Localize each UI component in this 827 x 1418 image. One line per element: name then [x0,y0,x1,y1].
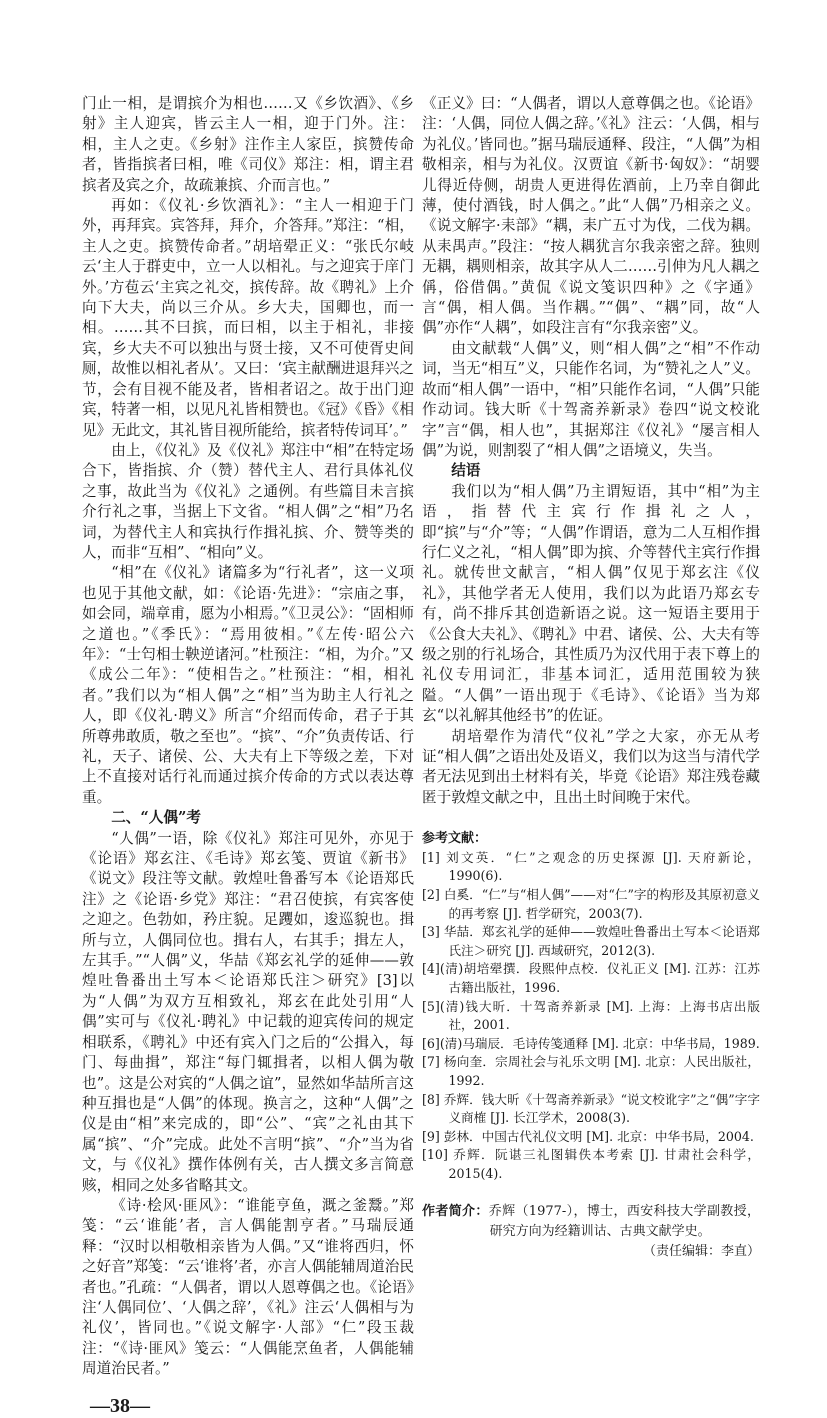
body-paragraph: “人偶”一语，除《仪礼》郑注可见外，亦见于《论语》郑玄注、《毛诗》郑玄笺、贾谊《新书》《说文》段注等文献。敦煌吐鲁番写本《论语郑氏注》之《论语·乡党》郑注：“君召使摈，有宾客使之迎之。色勃如，矜庄貌。足躩如，逡巡貌也。揖所与立，人偶同位也。揖右人，右其手；揖左人，左其手。”“人偶”义，华喆《郑玄礼学的延伸——敦煌吐鲁番出土写本＜论语郑氏注＞研究》[3]以为“人偶”为双方互相致礼，郑玄在此处引用“人偶”实可与《仪礼·聘礼》中记载的迎宾传问的规定相联系，《聘礼》中还有宾入门之后的“公揖入，每门、每曲揖”，郑注“每门辄揖者，以相人偶为敬也”。这是公对宾的“人偶之谊”，显然如华喆所言这种互揖也是“人偶”的体现。换言之，这种“人偶”之仪是由“相”来完成的，即“公”、“宾”之礼由其下属“摈”、“介”完成。此处不言明“摈”、“介”当为省文，与《仪礼》撰作体例有关，古人撰文多言简意赅，相同之处多省略其文。 [82,829,414,1194]
reference-item: [5](清)钱大昕．十驾斋养新录 [M]. 上海：上海书店出版社，2001. [422,998,760,1033]
body-paragraph: 我们以为“相人偶”乃主谓短语，其中“相”为主语，指替代主宾行作揖礼之人，即“摈”与“介”等；“人偶”作谓语，意为二人互相作揖行仁义之礼，“相人偶”即为摈、介等替代主宾行作揖礼。就传世文献言，“相人偶”仅见于郑玄注《仪礼》，其他学者无人使用，我们以为此语乃郑玄专有，尚不排斥其创造新语之说。这一短语主要用于《公食大夫礼》、《聘礼》中君、诸侯、公、大夫有等级之别的行礼场合，其性质乃为汉代用于表下尊上的礼仪专用词汇，非基本词汇，适用范围较为狭隘。“人偶”一语出现于《毛诗》、《论语》当为郑玄“以礼解其他经书”的佐证。 [422,482,760,725]
reference-item: [6](清)马瑞辰．毛诗传笺通释 [M]. 北京：中华书局，1989. [422,1035,760,1051]
body-paragraph: 门止一相，是谓摈介为相也……又《乡饮酒》、《乡射》主人迎宾，皆云主人一相，迎于门外。注：相，主人之吏。《乡射》注作主人家臣，摈赞传命者，皆指摈者曰相，唯《司仪》郑注：相，谓主君摈者及宾之介，故疏兼摈、介而言也。” [82,95,414,194]
references [422,830,760,1183]
reference-item: [4](清)胡培翚撰．段熙仲点校．仪礼正义 [M]. 江苏：江苏古籍出版社，1996. [422,961,760,995]
reference-item: [7] 杨向奎．宗周社会与礼乐文明 [M]. 北京：人民出版社，1992. [422,1054,760,1088]
body-paragraph: 《正义》曰：“人偶者，谓以人意尊偶之也。《论语》注：‘人偶，同位人偶之辞。’《礼》注云：‘人偶，相与为礼仪。’皆同也。”据马瑞辰通释、段注，“人偶”为相敬相亲，相与为礼仪。汉贾谊《新书·匈奴》：“胡婴儿得近侍侧，胡贵人更进得佐酒前，上乃幸自御此薄，使付酒钱，时人偶之。”此“人偶”乃相亲之义。《说文解字·耒部》“耦，耒广五寸为伐，二伐为耦。从耒禺声。”段注：“按人耦犹言尔我亲密之辞。独则无耦，耦则相亲，故其字从人二……引伸为凡人耦之偁，俗借偶。”黄侃《说文笺识四种》之《字通》言“偶，相人偶。当作耦。”“偶”、“耦”同，故“人偶”亦作“人耦”，如段注言有“尔我亲密”义。 [422,95,760,337]
page-number: —38— [90,1394,150,1417]
left-column [82,94,414,1418]
body-paragraph: 由文献载“人偶”义，则“相人偶”之“相”不作动词，当无“相互”义，只能作名词，为“赞礼之人”义。故而“相人偶”一语中，“相”只能作名词，“人偶”只能作动词。钱大昕《十驾斋养新录》卷四“说文校讹字”言“偶，相人也”，其据郑注《仪礼》“屡言相人偶”为说，则割裂了“相人偶”之语境义，失当。 [422,339,760,459]
author-bio-text: 乔辉（1977-），博士，西安科技大学副教授，研究方向为经籍训诂、古典文献学史。 [488,1203,760,1239]
right-column [422,94,760,1262]
reference-item: [1] 刘文英．“仁”之观念的历史探源 [J]. 天府新论，1990(6). [422,849,760,884]
reference-item: [8] 乔辉．钱大昕《十驾斋养新录》“说文校讹字”之“偶”字字义商榷 [J]. 长江学术，2008(3). [422,1091,760,1126]
reference-item: [3] 华喆．郑玄礼学的延伸——敦煌吐鲁番出土写本＜论语郑氏注＞研究 [J]. 西域研究，2012(3). [422,924,760,958]
body-paragraph: 由上，《仪礼》及《仪礼》郑注中“相”在特定场合下，皆指摈、介（赞）替代主人、君行具体礼仪之事，故此当为《仪礼》之通例。有些篇目未言摈介行礼之事，当据上下文省。“相人偶”之“相”乃名词，为替代主人和宾执行作揖礼摈、介、赞等类的人，而非“互相”、“相向”义。 [82,441,414,561]
section-heading: 二、“人偶”考 [111,809,201,827]
author-bio-label: 作者简介： [422,1203,489,1219]
author-bio [422,1202,760,1242]
body-paragraph: 《诗·桧风·匪风》：“谁能亨鱼，溉之釜鬵。”郑笺：“云‘谁能’者，言人偶能割亨者。”马瑞辰通释：“汉时以相敬相亲皆为人偶。”又“谁将西归，怀之好音”郑笺：“云‘谁将’者，亦言人偶能辅周道治民者也。”孔疏：“人偶者，谓以人恩尊偶之也。《论语》注‘人偶同位’、‘人偶之辞’，《礼》注云‘人偶相与为礼仪’，皆同也。”《说文解字·人部》“仁”段玉裁注：“《诗·匪风》笺云：“人偶能烹鱼者，人偶能辅周道治民者。” [82,1196,414,1378]
body-paragraph: 再如：《仪礼·乡饮酒礼》：“主人一相迎于门外，再拜宾。宾答拜，拜介，介答拜。”郑注：“相，主人之吏。摈赞传命者。”胡培翚正义：“张氏尔岐云‘主人于群吏中，立一人以相礼。与之迎宾于庠门外。’方苞云‘主宾之礼交，摈传辞。故《聘礼》上介向下大夫，尚以三介从。乡大夫，国卿也，而一相。……其不曰摈，而曰相，以主于相礼，非接宾，乡大夫不可以独出与贤士接，又不可使胥史间厕，故惟以相礼者从’。又曰：‘宾主献酬进退拜兴之节，会有目视不能及者，皆相者诏之。故于出门迎宾，特著一相，以见凡礼皆相赞也。《冠》《昏》《相见》无此文，其礼皆目视所能给，摈者特传词耳’。” [82,197,414,439]
reference-item: [10] 乔辉．阮谌三礼图辑佚本考索 [J]. 甘肃社会科学，2015(4). [422,1147,760,1181]
reference-item: [9] 彭林．中国古代礼仪文明 [M]. 北京：中华书局，2004. [422,1128,754,1144]
body-paragraph: 胡培翚作为清代“仪礼”学之大家，亦无从考证“相人偶”之语出处及语义，我们以为这当与清代学者无法见到出土材料有关，毕竟《论语》郑注残卷藏匿于敦煌文献之中，且出土时间晚于宋代。 [422,727,760,806]
reference-item: [2] 白奚．“仁”与“相人偶”——对“仁”字的构形及其原初意义的再考察 [J]. 哲学研究，2003(7). [422,887,760,921]
references-title: 参考文献： [422,831,488,847]
responsible-editor: （责任编辑：李直） [642,1243,760,1259]
body-paragraph: “相”在《仪礼》诸篇多为“行礼者”，这一义项也见于其他文献，如：《论语·先进》：“宗庙之事，如会同，端章甫，愿为小相焉。”《卫灵公》：“固相师之道也。”《季氏》：“焉用彼相。”《左传·昭公六年》：“士匄相士鞅逆诸河。”杜预注：“相，为介。”又《成公二年》：“使相告之。”杜预注：“相，相礼者。”我们以为“相人偶”之“相”当为助主人行礼之人，即《仪礼·聘义》所言“介绍而传命，君子于其所尊弗敢质，敬之至也”。“摈”、“介”负责传话、行礼，天子、诸侯、公、大夫有上下等级之差，下对上不直接对话行礼而通过摈介传命的方式以表达尊重。 [82,564,414,806]
section-heading: 结语 [451,462,481,480]
